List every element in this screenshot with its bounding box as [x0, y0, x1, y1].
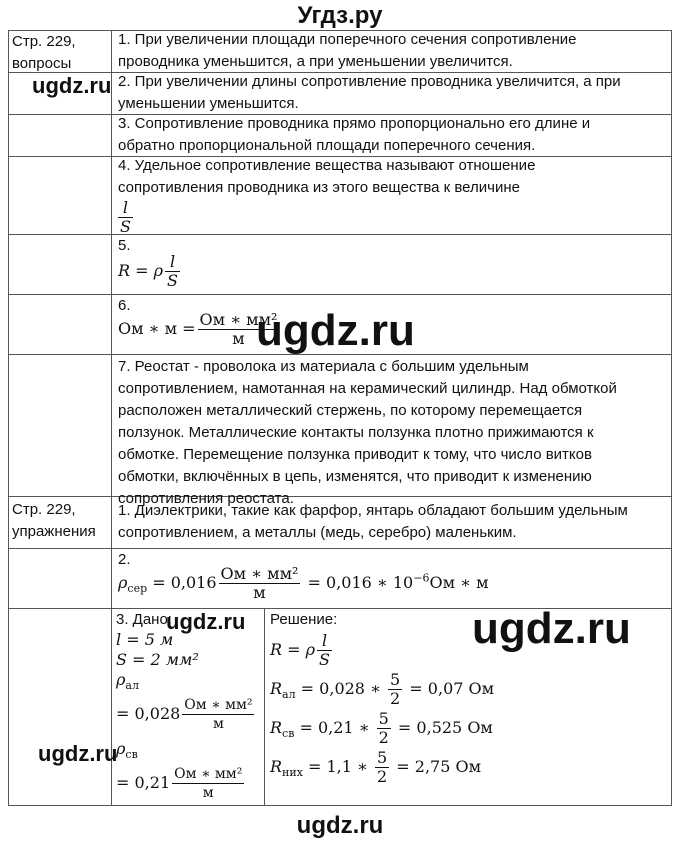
answer-3-line2: обратно пропорциональной площади поперечного сечения. [118, 137, 536, 154]
fraction-denominator: м [172, 783, 244, 802]
r-symbol: R [270, 718, 283, 737]
fraction-numerator: Ом ∗ мм² [174, 766, 243, 783]
result-value: = 0,07 Ом [404, 679, 495, 698]
answer-7-line1: 7. Реостат - проволока из материала с большим удельным [118, 358, 529, 375]
answer-5-formula [118, 253, 182, 290]
section2-label-line1: Стр. 229, [12, 501, 76, 518]
exercise-2-formula [118, 565, 489, 602]
r-symbol: R [270, 757, 283, 776]
solution-title: Решение: [270, 611, 338, 628]
answer-4 [118, 155, 535, 236]
rho-value: = 0,016 [147, 573, 217, 592]
row-divider [8, 294, 672, 295]
fraction-denominator: м [198, 329, 280, 348]
section1-label [12, 31, 108, 75]
answer-5 [118, 235, 182, 290]
answer-2-line2: уменьшении уменьшится. [118, 95, 299, 112]
answer-7 [118, 356, 617, 510]
result-value: = 2,75 Ом [391, 757, 482, 776]
r-subscript: св [282, 727, 295, 741]
fraction-numerator: Ом ∗ мм² [184, 697, 253, 714]
r-subscript: них [282, 766, 303, 780]
exercise-3-given [116, 610, 262, 802]
fraction-denominator: 2 [378, 728, 389, 747]
answer-1 [118, 29, 576, 73]
given-rho-al-value [116, 696, 262, 733]
result-fraction [375, 749, 389, 786]
result-fraction [377, 710, 391, 747]
fraction-numerator: l [169, 252, 176, 271]
rhs-exponent: −6 [413, 571, 430, 585]
watermark: ugdz.ru [166, 609, 246, 634]
formula-lhs: Ом ∗ м = [118, 319, 196, 338]
rho-value: = 0,21 [116, 773, 171, 793]
answer-7-line6: обмотки, включённых в цепь, изменятся, что приводит к изменению [118, 468, 592, 485]
exercise-1 [118, 500, 628, 544]
rho-subscript: ал [125, 679, 139, 693]
section1-label-line2: вопросы [12, 55, 72, 72]
answer-3-line1: 3. Сопротивление проводника прямо пропорционально его длине и [118, 115, 591, 132]
fraction-denominator: S [167, 271, 178, 290]
section1-label-line1: Стр. 229, [12, 33, 76, 50]
answer-4-line2: сопротивления проводника из этого вещества к величине [118, 179, 520, 196]
r-subscript: ал [282, 688, 296, 702]
fraction-numerator: Ом ∗ мм² [220, 564, 299, 583]
fraction-numerator: l [321, 631, 328, 650]
result-coef: = 0,21 ∗ [294, 718, 375, 737]
answer-2-line1: 2. При увеличении длины сопротивление проводника увеличится, а при [118, 73, 621, 90]
rho-symbol: ρ [116, 670, 126, 689]
rhs-unit: Ом ∗ м [429, 573, 489, 592]
exercise-2-fraction [219, 565, 301, 602]
exercise-2 [118, 549, 489, 602]
solution-fraction [317, 632, 332, 669]
fraction-numerator: 5 [390, 670, 401, 689]
watermark: ugdz.ru [256, 306, 415, 355]
result-silver [270, 710, 660, 747]
given-rho-al [116, 670, 262, 696]
table-border-left [8, 30, 9, 806]
formula-lhs: R = ρ [270, 640, 316, 659]
rho-symbol: ρ [118, 573, 128, 592]
rho-al-fraction [182, 696, 254, 733]
formula-lhs: R = ρ [118, 261, 164, 280]
exercise-1-line2: сопротивлением, а металлы (медь, серебро) маленьким. [118, 524, 517, 541]
answer-6-number: 6. [118, 297, 131, 314]
rho-symbol: ρ [116, 739, 126, 759]
watermark: ugdz.ru [472, 604, 631, 653]
fraction-denominator: м [182, 714, 254, 733]
answer-7-line2: сопротивлением, намотанная на керамический цилиндр. Над обмоткой [118, 380, 617, 397]
answer-1-line2: проводника уменьшится, а при уменьшении увеличится. [118, 53, 513, 70]
answer-4-fraction [118, 199, 133, 236]
answer-5-number: 5. [118, 237, 131, 254]
given-length: l = 5 м [116, 630, 174, 649]
answer-1-line1: 1. При увеличении площади поперечного сечения сопротивление [118, 31, 577, 48]
result-coef: = 1,1 ∗ [302, 757, 373, 776]
rhs-value: = 0,016 ∗ 10 [302, 573, 414, 592]
table-border-right [671, 30, 672, 806]
answer-7-line7: сопротивления реостата. [118, 490, 294, 507]
given-rho-sv [116, 739, 262, 765]
fraction-numerator: 5 [377, 748, 388, 767]
result-aluminum [270, 671, 660, 708]
answer-7-line3: расположен металлический стержень, по которому перемещается [118, 402, 583, 419]
result-nichrome [270, 749, 660, 786]
answer-4-line1: 4. Удельное сопротивление вещества называют отношение [118, 157, 536, 174]
exercise-2-number: 2. [118, 551, 131, 568]
fraction-denominator: 2 [390, 689, 401, 708]
exercise-1-line1: 1. Диэлектрики, такие как фарфор, янтарь обладают большим удельным [118, 502, 628, 519]
fraction-numerator: Ом ∗ мм² [199, 310, 278, 329]
fraction-numerator: 5 [378, 709, 389, 728]
result-fraction [388, 671, 402, 708]
fraction-denominator: 2 [377, 767, 388, 786]
fraction-numerator: l [122, 198, 129, 217]
given-rho-sv-value [116, 765, 262, 802]
rho-sv-fraction [172, 765, 244, 802]
answer-7-line4: ползунок. Металлические контакты ползунка плотно прижимаются к [118, 424, 594, 441]
rho-subscript: сер [127, 582, 148, 596]
result-value: = 0,525 Ом [392, 718, 493, 737]
exercise3-divider [264, 608, 265, 806]
given-area: S = 2 мм² [116, 650, 199, 669]
column-divider [111, 30, 112, 806]
fraction-denominator: S [319, 650, 330, 669]
rho-value: = 0,028 [116, 704, 181, 724]
r-symbol: R [270, 679, 283, 698]
answer-2 [118, 71, 621, 115]
watermark: ugdz.ru [38, 741, 118, 766]
answer-7-line5: обмотке. Перемещение ползунка приводит к тому, что число витков [118, 446, 592, 463]
fraction-denominator: м [219, 583, 301, 602]
rho-subscript: св [125, 748, 138, 762]
site-footer: ugdz.ru [296, 812, 384, 839]
watermark: ugdz.ru [32, 73, 112, 98]
result-coef: = 0,028 ∗ [295, 679, 387, 698]
site-title: Угдз.ру [297, 2, 383, 29]
section2-label-line2: упражнения [12, 523, 96, 540]
answer-3 [118, 113, 590, 157]
fraction-denominator: S [120, 217, 131, 236]
section2-label [12, 499, 108, 543]
answer-5-fraction [165, 253, 180, 290]
table-border-bottom [8, 805, 672, 806]
given-title: 3. Дано: [116, 611, 172, 628]
solutions-table [8, 30, 672, 806]
